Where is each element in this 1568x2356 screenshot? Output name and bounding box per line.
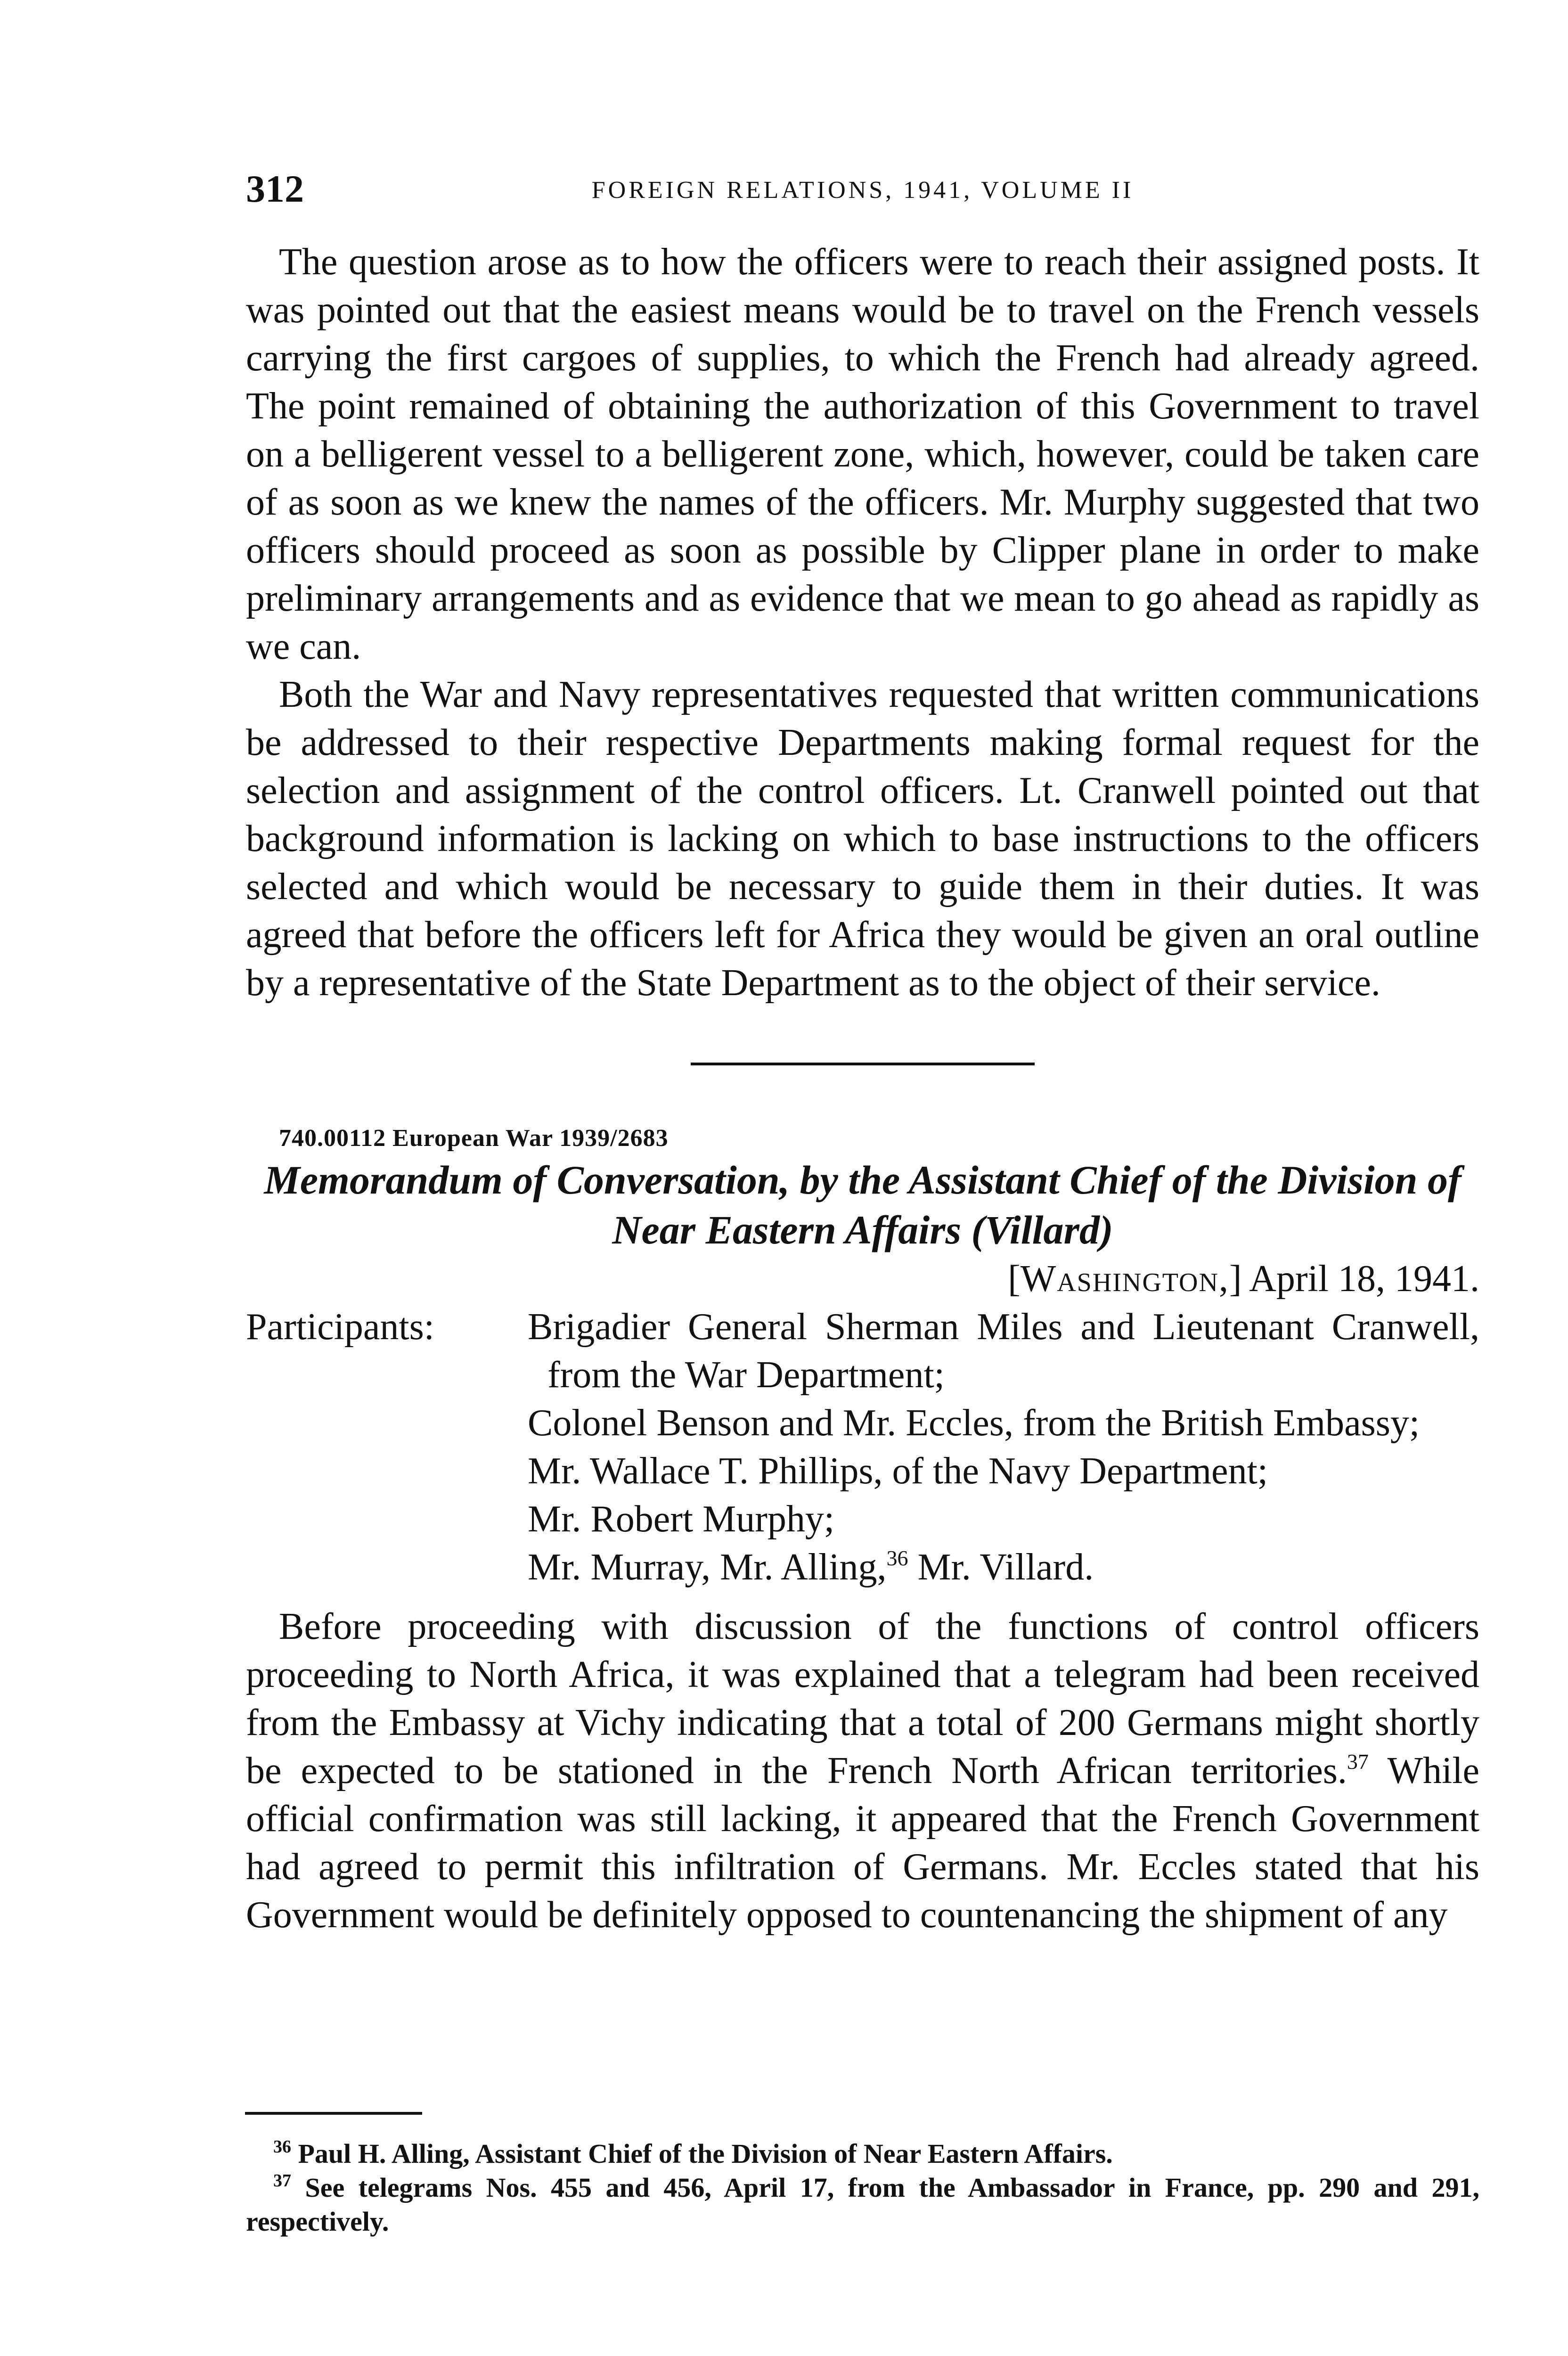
participant-war-department: Brigadier General Sherman Miles and Lieutenant Cranwell, from the War Department;	[528, 1306, 1479, 1396]
footnote-36	[246, 2137, 1479, 2171]
date-place: Washington,	[1020, 1258, 1229, 1300]
memorandum-title: Memorandum of Conversation, by the Assistant Chief of the Division of Near Eastern Affairs (Villard)	[264, 1157, 1462, 1252]
participants-label: Participants:	[246, 1306, 434, 1348]
participants-list	[528, 1303, 1479, 1591]
footnote-37	[246, 2171, 1479, 2239]
running-title: FOREIGN RELATIONS, 1941, VOLUME II	[591, 177, 1134, 204]
date: April 18, 1941.	[1249, 1258, 1479, 1300]
paragraph-written-communications: Both the War and Navy representatives requested that written communications be addressed to their respective Departments making formal request for the selection and assignment of the control officers. Lt. Cranwell pointed out that background information is lacking on which to base instructions to the officers selected and which would be necessary to guide them in their duties. It was agreed that before the officers left for Africa they would be given an oral outline by a representative of the State Department as to the object of their service.	[246, 674, 1479, 1004]
footnote-reference-36: 36	[886, 1546, 908, 1570]
page-number: 312	[246, 167, 304, 210]
footnote-text-36: Paul H. Alling, Assistant Chief of the Division of Near Eastern Affairs.	[298, 2138, 1113, 2169]
participant-state-department-text: Mr. Murray, Mr. Alling,	[528, 1546, 887, 1588]
dateline: [Washington,] April 18, 1941.	[1008, 1258, 1479, 1300]
participant-villard-text: Mr. Villard.	[908, 1546, 1094, 1588]
participant-robert-murphy: Mr. Robert Murphy;	[528, 1498, 835, 1540]
paragraph-german-infiltration-after-note: While official confirmation was still lacking, it appeared that the French Government had agreed to permit this infiltration of Germans. Mr. Eccles stated that his Government would be definitely opposed to countenancing the shipment of any	[246, 1750, 1479, 1936]
participant-navy-department: Mr. Wallace T. Phillips, of the Navy Department;	[528, 1450, 1268, 1492]
participant-state-department	[528, 1543, 1479, 1591]
page-content	[246, 238, 1479, 1939]
paragraph-german-infiltration-before-note: Before proceeding with discussion of the functions of control officers proceeding to North Africa, it was explained that a telegram had been received from the Embassy at Vichy indicating that a total of 200 Germans might shortly be expected to be stationed in the French North African territories.	[246, 1606, 1479, 1792]
footnote-marker-37: 37	[273, 2171, 291, 2191]
section-separator	[691, 1063, 1035, 1065]
participants-section	[246, 1303, 1479, 1591]
footnote-reference-37: 37	[1347, 1750, 1369, 1774]
page-header	[246, 160, 1479, 217]
footnotes	[246, 2137, 1479, 2239]
footnote-text-37: See telegrams Nos. 455 and 456, April 17, from the Ambassador in France, pp. 290 and 291, respectively.	[246, 2172, 1480, 2237]
footnote-marker-36: 36	[273, 2137, 291, 2157]
participant-british-embassy: Colonel Benson and Mr. Eccles, from the British Embassy;	[528, 1402, 1420, 1444]
paragraph-officer-travel: The question arose as to how the officers were to reach their assigned posts. It was pointed out that the easiest means would be to travel on the French vessels carrying the first cargoes of supplies, to which the French had already agreed. The point remained of obtaining the authorization of this Government to travel on a belligerent vessel to a belligerent zone, which, however, could be taken care of as soon as we knew the names of the officers. Mr. Murphy suggested that two officers should proceed as soon as possible by Clipper plane in order to make preliminary arrangements and as evidence that we mean to go ahead as rapidly as we can.	[246, 241, 1479, 667]
footnote-rule	[245, 2112, 422, 2115]
paragraph-german-infiltration	[246, 1603, 1479, 1939]
file-number: 740.00112 European War 1939/2683	[279, 1125, 669, 1152]
